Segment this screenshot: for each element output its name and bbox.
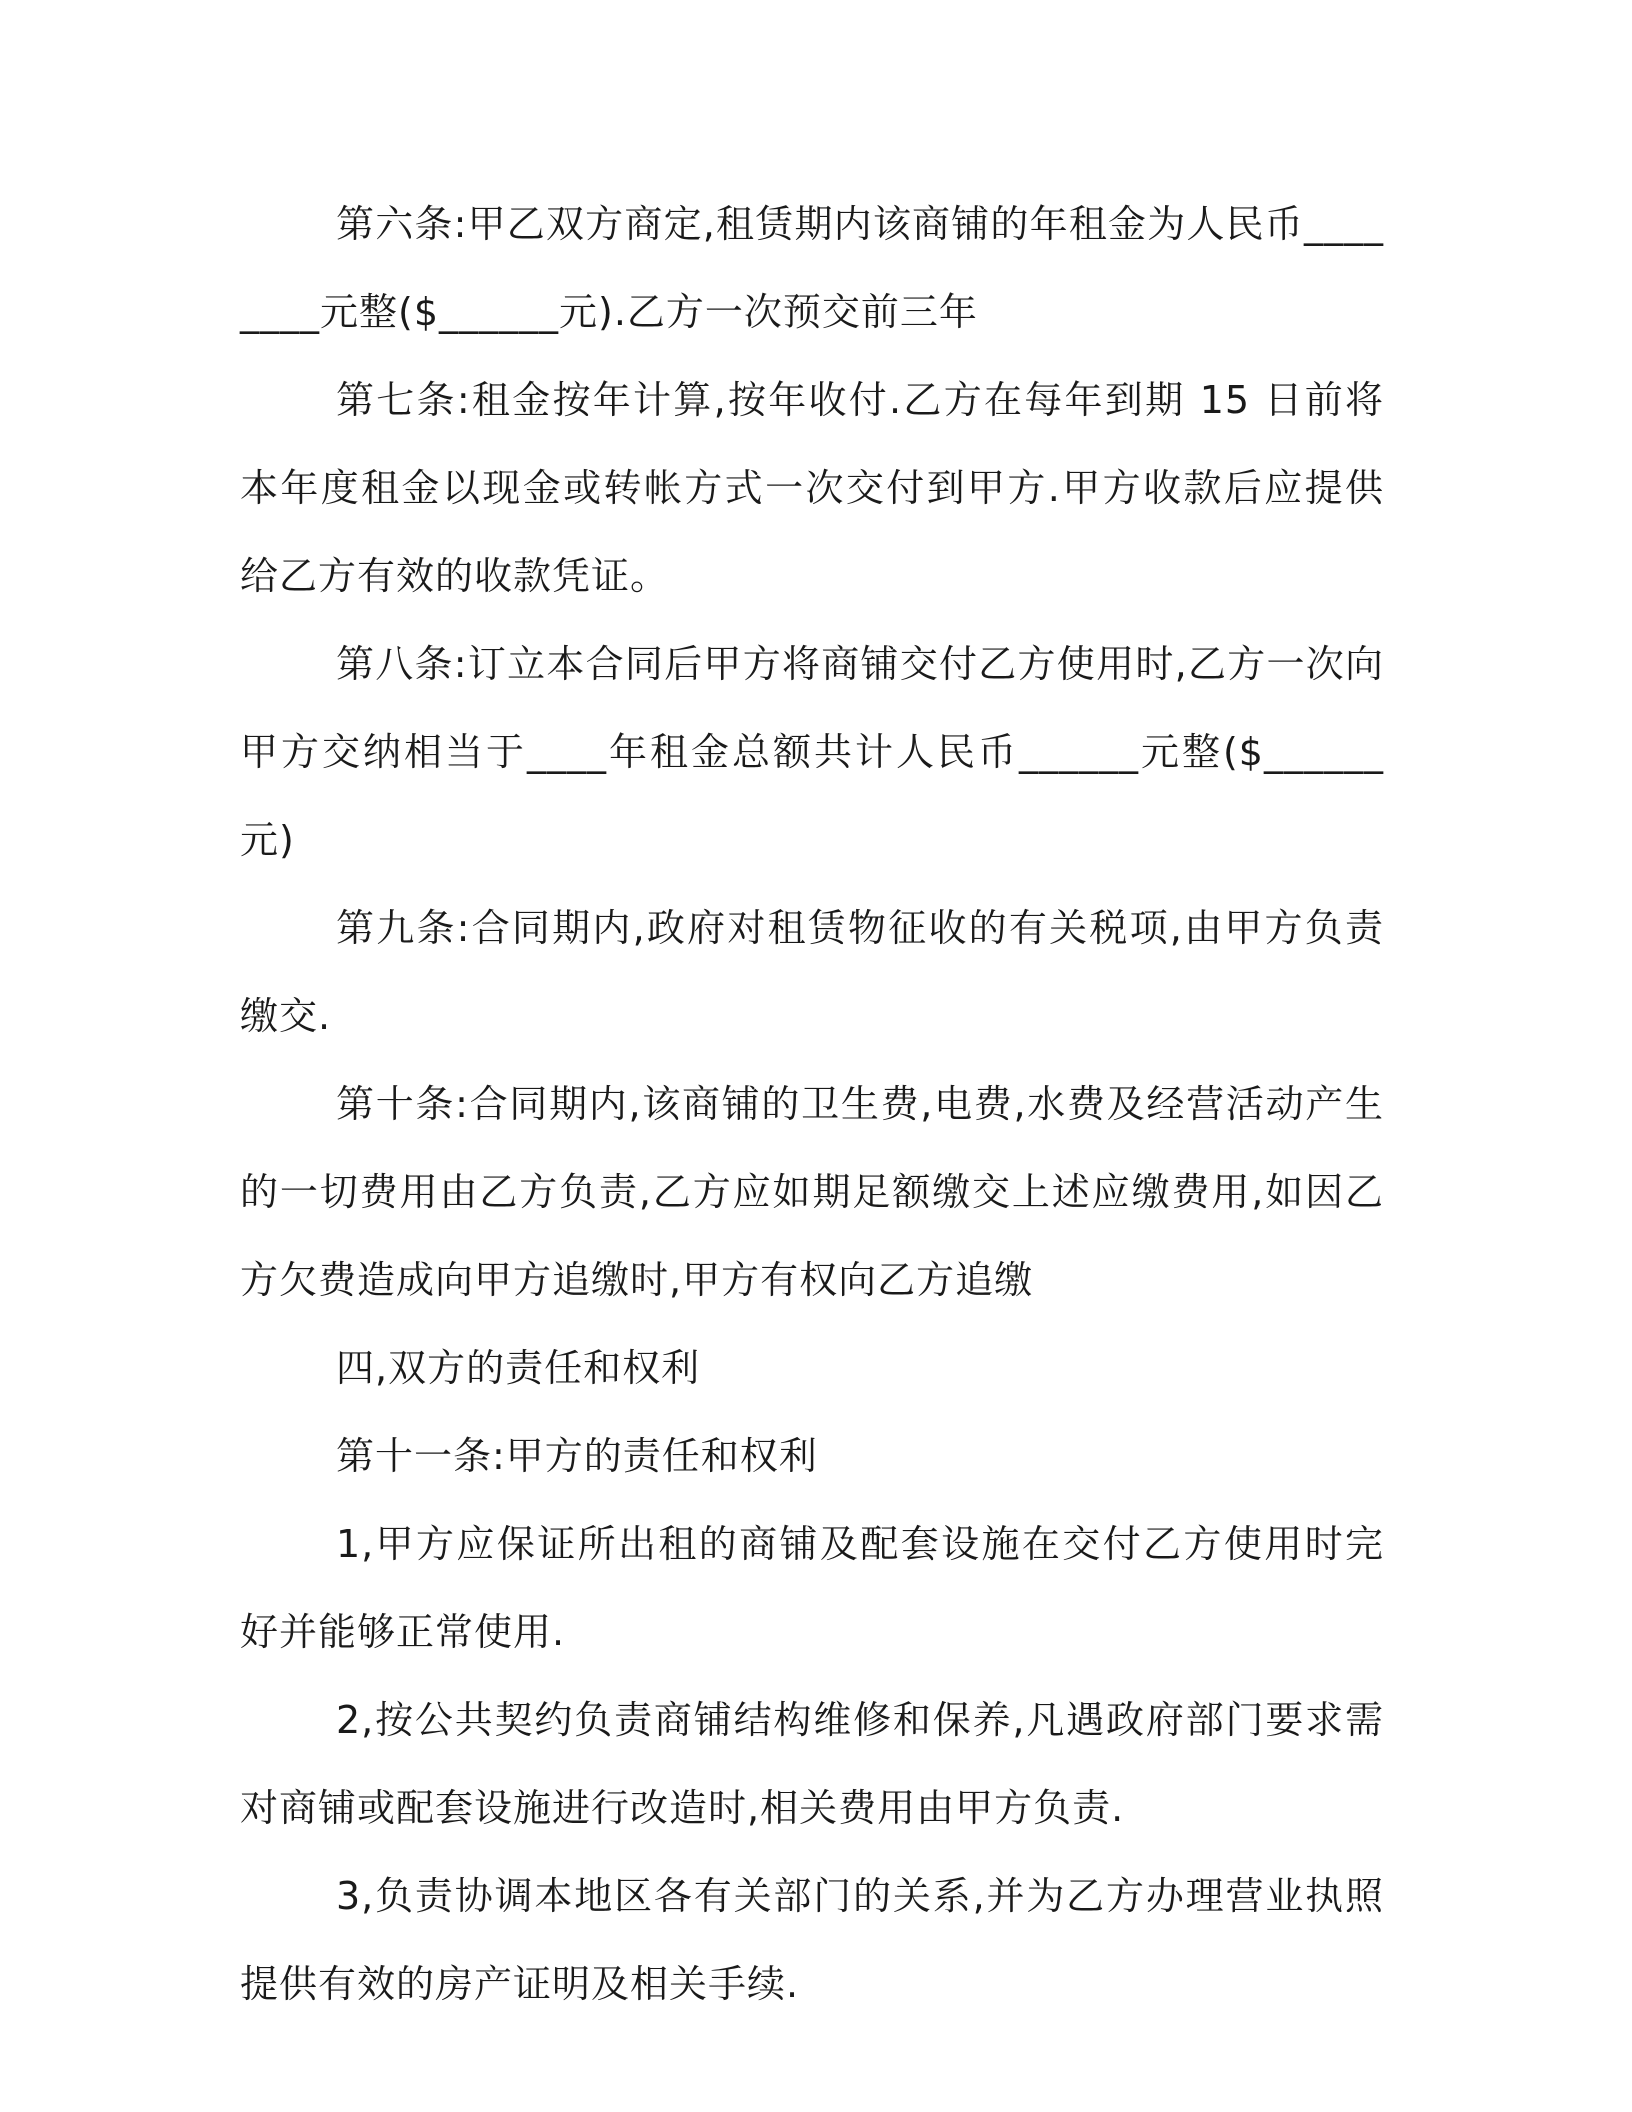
clause-10: 第十条:合同期内,该商铺的卫生费,电费,水费及经营活动产生的一切费用由乙方负责,乙方应如期足额缴交上述应缴费用,如因乙方欠费造成向甲方追缴时,甲方有权向乙方追缴	[240, 1082, 1384, 1302]
clause-11-item-1: 1,甲方应保证所出租的商铺及配套设施在交付乙方使用时完好并能够正常使用.	[240, 1522, 1384, 1654]
clause-9: 第九条:合同期内,政府对租赁物征收的有关税项,由甲方负责缴交.	[240, 906, 1384, 1038]
clause-11: 第十一条:甲方的责任和权利	[336, 1434, 818, 1478]
document-body	[240, 180, 1384, 2028]
clause-8: 第八条:订立本合同后甲方将商铺交付乙方使用时,乙方一次向甲方交纳相当于____年租金总额共计人民币______元整($______元)	[240, 642, 1384, 862]
clause-11-item-3: 3,负责协调本地区各有关部门的关系,并为乙方办理营业执照提供有效的房产证明及相关手续.	[240, 1874, 1384, 2006]
section-heading-4: 四,双方的责任和权利	[336, 1346, 701, 1390]
clause-6: 第六条:甲乙双方商定,租赁期内该商铺的年租金为人民币________元整($______元).乙方一次预交前三年	[240, 202, 1384, 334]
clause-7: 第七条:租金按年计算,按年收付.乙方在每年到期 15 日前将本年度租金以现金或转帐方式一次交付到甲方.甲方收款后应提供给乙方有效的收款凭证。	[240, 378, 1384, 598]
clause-11-item-2: 2,按公共契约负责商铺结构维修和保养,凡遇政府部门要求需对商铺或配套设施进行改造时,相关费用由甲方负责.	[240, 1698, 1384, 1830]
